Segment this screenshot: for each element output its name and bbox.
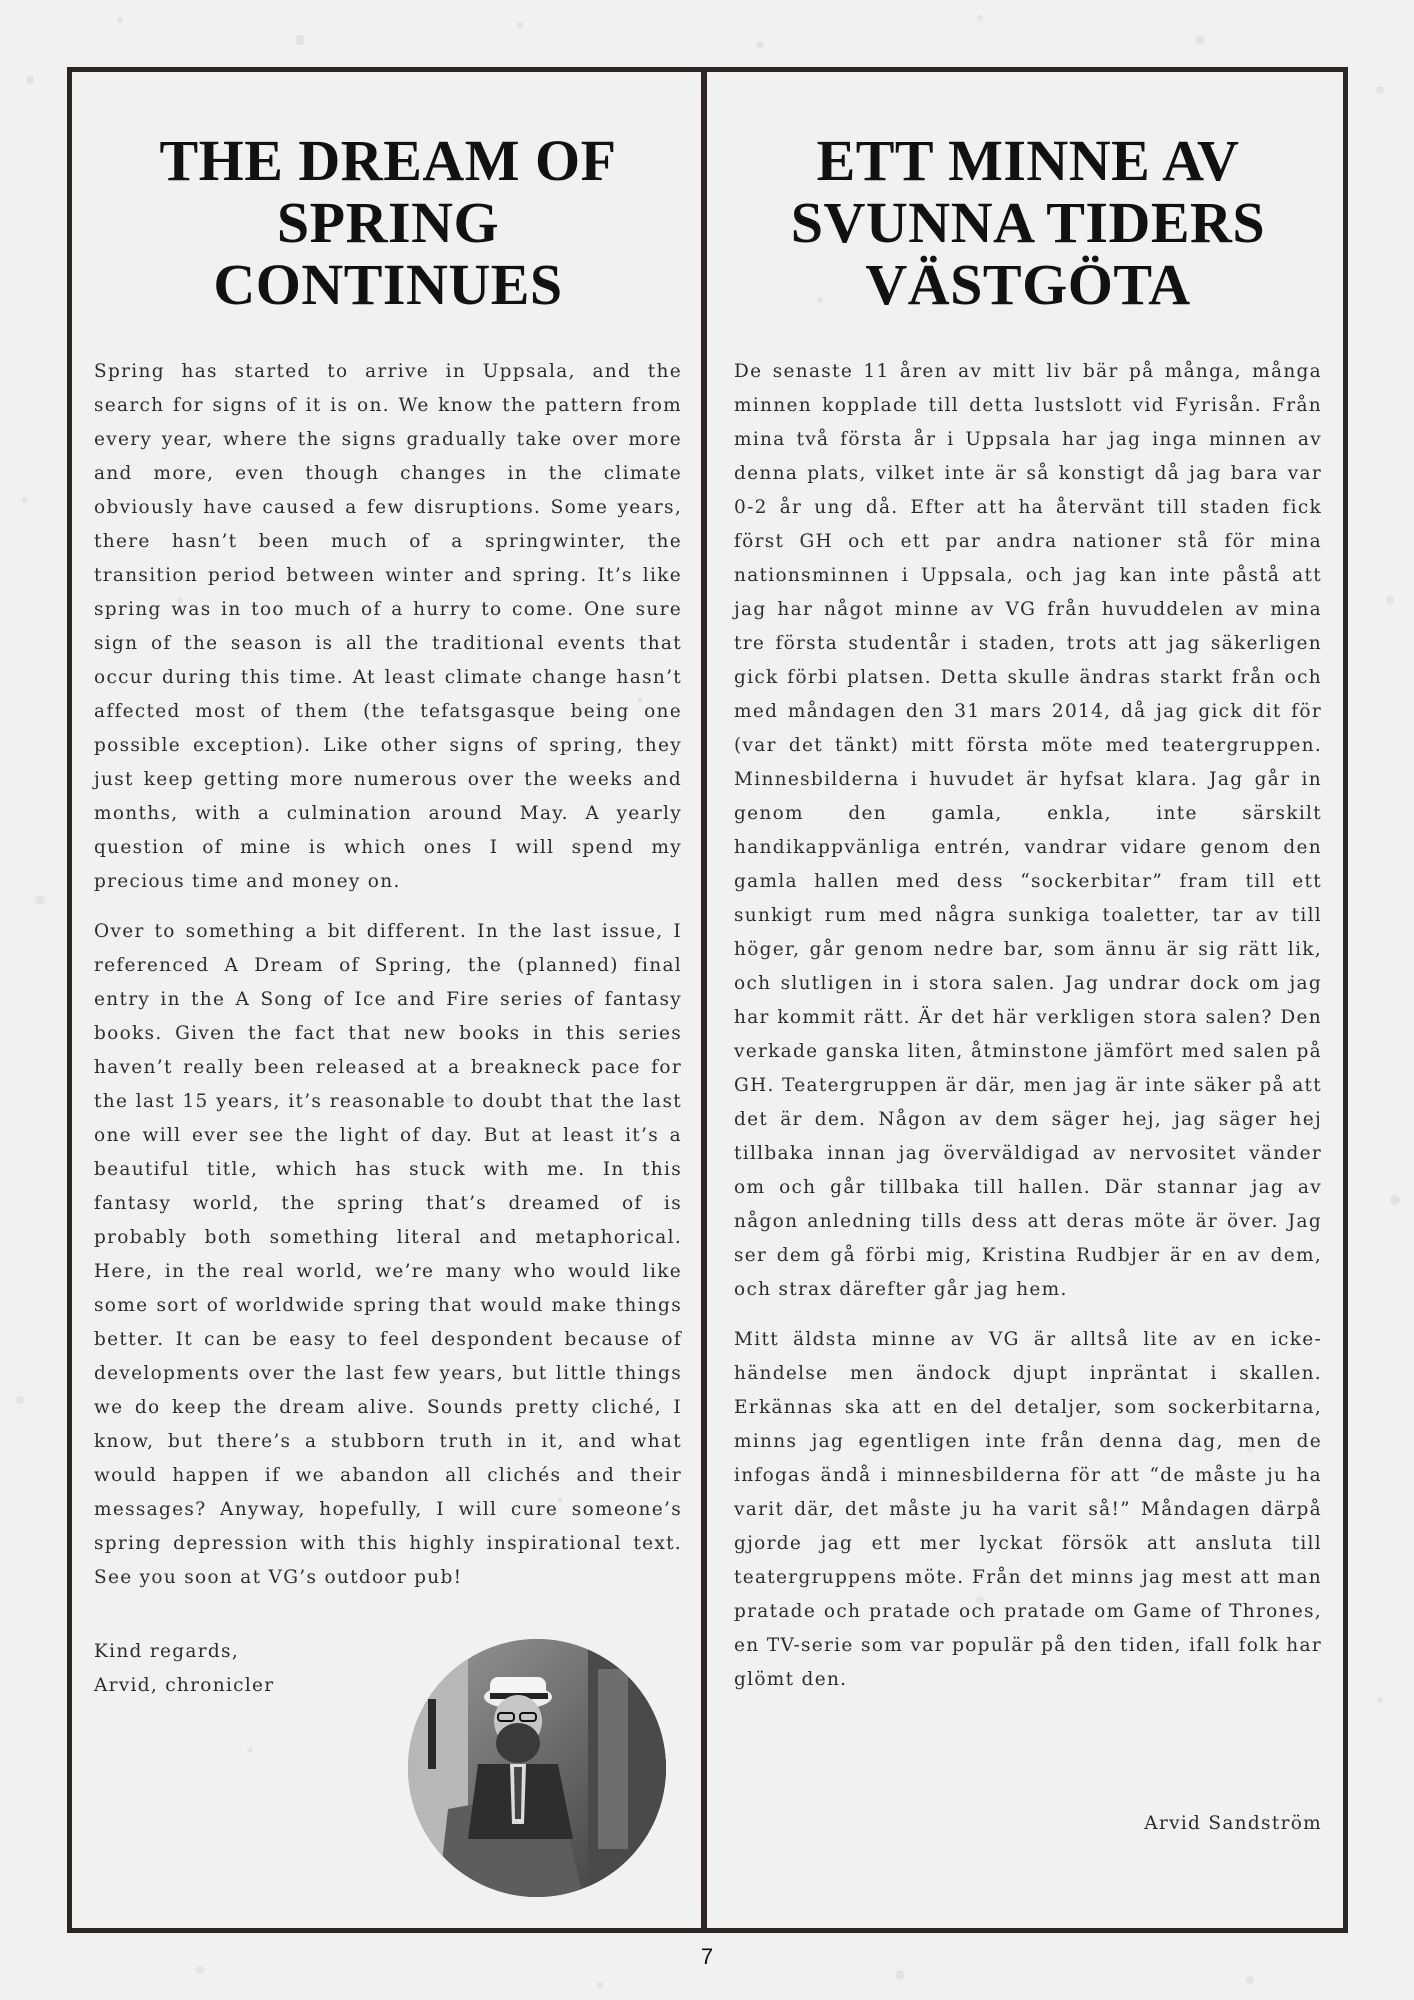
- article-right: [734, 130, 1322, 1713]
- signoff-name: Arvid, chronicler: [94, 1675, 275, 1696]
- article-left: [94, 130, 682, 1703]
- article-body: [94, 355, 682, 1595]
- article-body: [734, 355, 1322, 1697]
- author-photo: [408, 1639, 666, 1897]
- page-number: 7: [700, 1944, 714, 1969]
- paragraph: Over to something a bit different. In the last issue, I referenced A Dream of Spring, the (planned) final entry in the A Song of Ice and Fire series of fantasy books. Given the fact that new books in this series haven’t really been released at a breakneck pace for the last 15 years, it’s reasonable to doubt that the last one will ever see the light of day. But at least it’s a beautiful title, which has stuck with me. In this fantasy world, the spring that’s dreamed of is probably both something literal and metaphorical. Here, in the real world, we’re many who would like some sort of worldwide spring that would make things better. It can be easy to feel despondent because of developments over the last few years, but little things we do keep the dream alive. Sounds pretty cliché, I know, but there’s a stubborn truth in it, and what would happen if we abandon all clichés and their messages? Anyway, hopefully, I will cure someone’s spring depression with this highly inspirational text. See you soon at VG’s outdoor pub!: [94, 921, 682, 1588]
- signoff-greeting: Kind regards,: [94, 1641, 239, 1662]
- article-title: THE DREAM OF SPRING CONTINUES: [159, 128, 617, 317]
- column-divider: [701, 67, 707, 1933]
- article-title: ETT MINNE AV SVUNNA TIDERS VÄSTGÖTA: [790, 128, 1266, 317]
- paragraph: De senaste 11 åren av mitt liv bär på många, många minnen kopplade till detta lustslott vid Fyrisån. Från mina två första år i Uppsala har jag inga minnen av denna plats, vilket inte är så konstigt då jag bara var 0-2 år ung då. Efter att ha återvänt till staden fick först GH och ett par andra nationer stå för mina nationsminnen i Uppsala, och jag kan inte påstå att jag har något minne av VG från huvuddelen av mina tre första studentår i staden, trots att jag säkerligen gick förbi platsen. Detta skulle ändras starkt från och med måndagen den 31 mars 2014, då jag gick dit för (var det tänkt) mitt första möte med teatergruppen. Minnesbilderna i huvudet är hyfsat klara. Jag går in genom den gamla, enkla, inte särskilt handikappvänliga entrén, vandrar vidare genom den gamla hallen med dess “sockerbitar” fram till ett sunkigt rum med några sunkiga toaletter, tar av till höger, går genom nedre bar, som ännu är sig rätt lik, och slutligen in i stora salen. Jag undrar dock om jag har kommit rätt. Är det här verkligen stora salen? Den verkade ganska liten, åtminstone jämfört med salen på GH. Teatergruppen är där, men jag är inte säker på att det är dem. Någon av dem säger hej, jag säger hej tillbaka innan jag överväldigad av nervositet vänder om och går tillbaka till hallen. Där stannar jag av någon anledning tills dess att deras möte är över. Jag ser dem gå förbi mig, Kristina Rudbjer är en av dem, och strax därefter går jag hem.: [734, 361, 1322, 1300]
- author-name: Arvid Sandström: [1144, 1813, 1322, 1834]
- paragraph: Spring has started to arrive in Uppsala, and the search for signs of it is on. We know the pattern from every year, where the signs gradually take over more and more, even though changes in the climate obviously have caused a few disruptions. Some years, there hasn’t been much of a springwinter, the transition period between winter and spring. It’s like spring was in too much of a hurry to come. One sure sign of the season is all the traditional events that occur during this time. At least climate change hasn’t affected most of them (the tefatsgasque being one possible exception). Like other signs of spring, they just keep getting more numerous over the weeks and months, with a culmination around May. A yearly question of mine is which ones I will spend my precious time and money on.: [94, 361, 682, 892]
- paragraph: Mitt äldsta minne av VG är alltså lite av en icke-händelse men ändock djupt inpräntat i skallen. Erkännas ska att en del detaljer, som sockerbitarna, minns jag egentligen inte från denna dag, men de infogas ändå i minnesbilderna för att “de måste ju ha varit där, det måste ju ha varit så!” Måndagen därpå gjorde jag ett mer lyckat försök att ansluta till teatergruppens möte. Från det minns jag mest att man pratade och pratade och pratade om Game of Thrones, en TV-serie som var populär på den tiden, ifall folk har glömt den.: [734, 1329, 1322, 1690]
